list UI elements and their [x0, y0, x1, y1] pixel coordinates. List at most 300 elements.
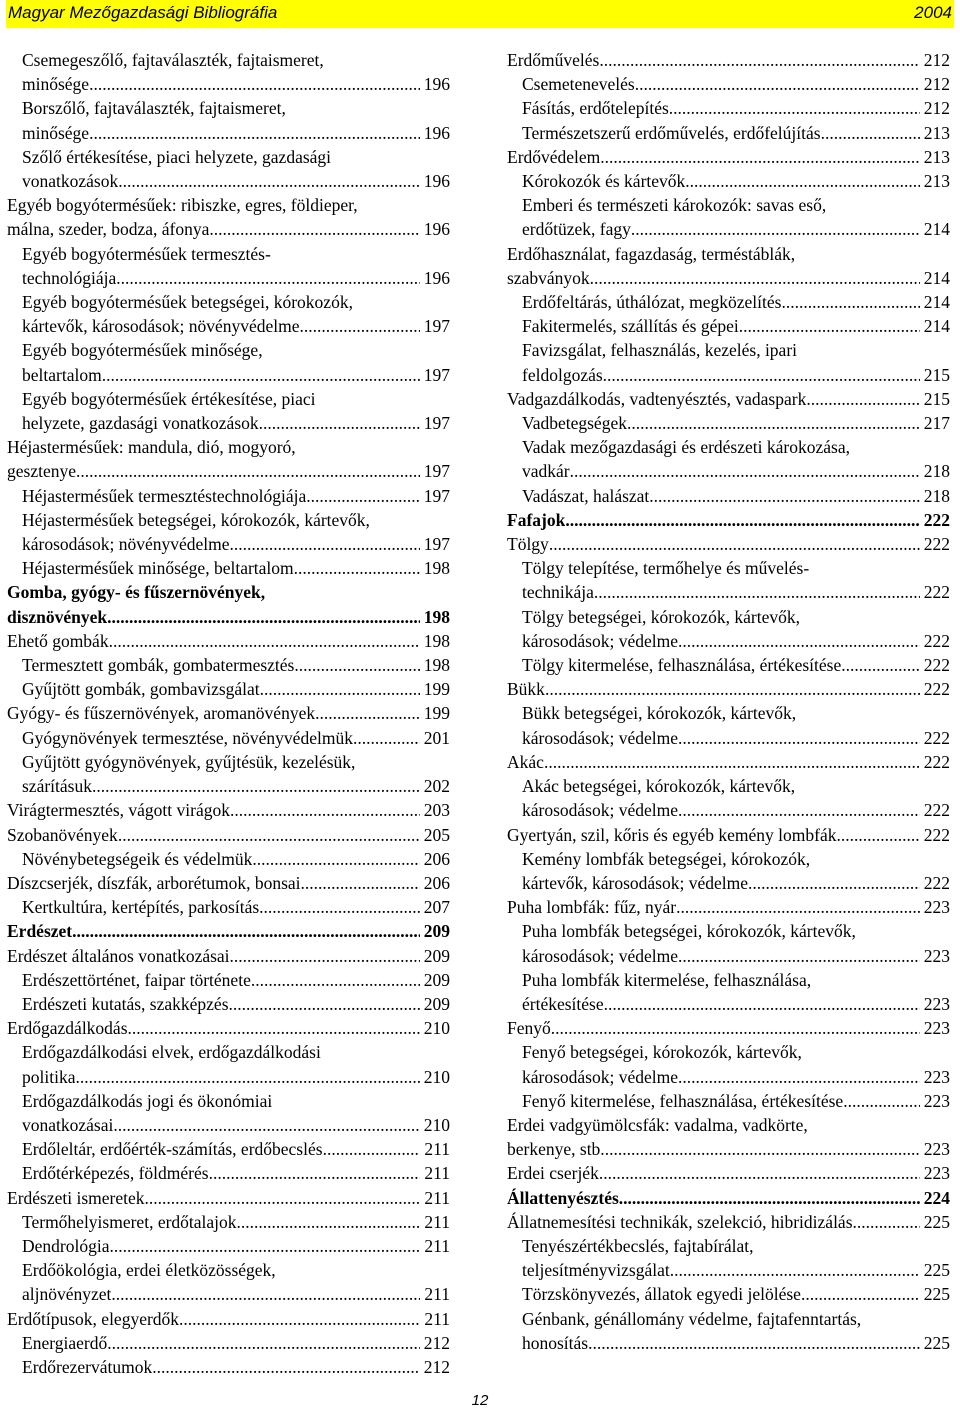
- toc-entry: [7, 944, 450, 968]
- toc-entry-title: Tölgy: [507, 534, 549, 555]
- toc-entry-page: 222: [923, 872, 950, 893]
- toc-entry-last-line: [522, 629, 950, 653]
- dot-leader: [748, 871, 920, 895]
- toc-entry-text-line: Egyéb bogyótermésűek termesztés-: [22, 243, 271, 264]
- toc-entry: [7, 556, 450, 580]
- toc-entry-title: károsodások; védelme: [522, 945, 678, 966]
- toc-entry: [507, 72, 950, 96]
- dot-leader: [599, 1161, 920, 1185]
- toc-entry-page: 211: [424, 1235, 450, 1256]
- toc-entry-last-line: [7, 823, 450, 847]
- toc-entry-text-line: Tölgy telepítése, termőhelye és művelés-: [522, 558, 810, 579]
- toc-entry-last-line: [22, 1355, 450, 1379]
- toc-entry-title: szabványok: [507, 267, 590, 288]
- dot-leader: [145, 1186, 421, 1210]
- toc-entry-last-line: [522, 1282, 950, 1306]
- toc-entry-last-line: [22, 266, 450, 290]
- toc-entry-title: Bükk: [507, 679, 545, 700]
- toc-entry-page: 212: [923, 74, 950, 95]
- toc-entry-title: Energiaerdő: [22, 1332, 108, 1353]
- toc-entry-last-line: [22, 774, 450, 798]
- toc-entry-page: 209: [423, 921, 450, 942]
- toc-entry-page: 223: [923, 945, 950, 966]
- toc-entry-page: 222: [923, 751, 950, 772]
- dot-leader: [230, 798, 420, 822]
- toc-entry-page: 197: [423, 461, 450, 482]
- toc-entry-title: Erdészettörténet, faipar története: [22, 969, 251, 990]
- toc-entry-last-line: [22, 1234, 450, 1258]
- dot-leader: [353, 726, 420, 750]
- toc-entry-page: 196: [423, 122, 450, 143]
- toc-entry: [7, 338, 450, 386]
- toc-entry-title: károsodások; védelme: [522, 630, 678, 651]
- toc-entry-title: károsodások; védelme: [522, 800, 678, 821]
- toc-entry: [7, 1210, 450, 1234]
- toc-entry-page: 197: [423, 413, 450, 434]
- toc-entry-last-line: [507, 677, 950, 701]
- toc-entry-text-line: Szőlő értékesítése, piaci helyzete, gazdasági: [22, 146, 332, 167]
- toc-entry-last-line: [22, 1137, 450, 1161]
- dot-leader: [605, 1137, 920, 1161]
- toc-entry: [507, 701, 950, 749]
- dot-leader: [627, 411, 920, 435]
- toc-entry: [507, 556, 950, 604]
- toc-entry-last-line: [522, 459, 950, 483]
- dot-leader: [109, 629, 420, 653]
- toc-entry: [7, 750, 450, 798]
- page-number: 12: [471, 1392, 489, 1409]
- toc-entry-page: 214: [923, 316, 950, 337]
- toc-entry: [7, 653, 450, 677]
- toc-entry-page: 225: [923, 1332, 950, 1353]
- toc-entry-last-line: [507, 1016, 950, 1040]
- toc-entry-title: Gyógy- és fűszernövények, aromanövények: [7, 703, 316, 724]
- toc-entry-title: Szobanövények: [7, 824, 118, 845]
- toc-entry-title: Erdészeti kutatás, szakképzés: [22, 993, 229, 1014]
- toc-entry-page: 196: [423, 171, 450, 192]
- dot-leader: [570, 459, 920, 483]
- toc-entry-last-line: [7, 1186, 450, 1210]
- toc-entry-title: Gyógynövények termesztése, növényvédelmük: [22, 727, 353, 748]
- toc-entry-title: kártevők, károsodások; növényvédelme: [22, 316, 300, 337]
- toc-entry-page: 222: [923, 800, 950, 821]
- toc-entry-page: 222: [923, 824, 950, 845]
- dot-leader: [670, 1258, 920, 1282]
- toc-entry-last-line: [22, 847, 450, 871]
- toc-entry-title: Törzskönyvezés, állatok egyedi jelölése: [522, 1284, 801, 1305]
- toc-entry-page: 213: [923, 146, 950, 167]
- dot-leader: [72, 919, 420, 943]
- toc-entry-page: 223: [923, 1090, 950, 1111]
- toc-entry-page: 198: [423, 655, 450, 676]
- dot-leader: [229, 992, 420, 1016]
- dot-leader: [260, 677, 420, 701]
- toc-entry-text-line: Héjastermésűek: mandula, dió, mogyoró,: [7, 437, 296, 458]
- toc-entry-title: Fenyő: [507, 1018, 551, 1039]
- toc-entry-last-line: [507, 48, 950, 72]
- toc-entry-last-line: [7, 798, 450, 822]
- toc-entry: [7, 677, 450, 701]
- dot-leader: [545, 677, 920, 701]
- toc-entry-last-line: [22, 653, 450, 677]
- toc-entry: [7, 1161, 450, 1185]
- toc-entry-title: károsodások; védelme: [522, 727, 678, 748]
- toc-entry: [507, 121, 950, 145]
- dot-leader: [315, 701, 420, 725]
- toc-entry-title: Erdőrezervátumok: [22, 1356, 153, 1377]
- running-header: [6, 0, 954, 28]
- toc-entry: [7, 1331, 450, 1355]
- toc-entry-last-line: [22, 895, 450, 919]
- toc-entry-title: Kertkultúra, kertépítés, parkosítás: [22, 897, 260, 918]
- toc-entry-page: 223: [923, 1018, 950, 1039]
- toc-entry-page: 212: [923, 98, 950, 119]
- toc-entry-last-line: [507, 750, 950, 774]
- toc-entry: [507, 1186, 950, 1210]
- toc-entry-page: 197: [423, 534, 450, 555]
- toc-entry-text-line: Kemény lombfák betegségei, kórokozók,: [522, 848, 811, 869]
- toc-entry-last-line: [7, 217, 450, 241]
- toc-entry: [7, 387, 450, 435]
- toc-entry: [507, 1040, 950, 1088]
- toc-entry-page: 212: [423, 1356, 450, 1377]
- toc-entry: [7, 290, 450, 338]
- toc-entry-last-line: [22, 72, 450, 96]
- toc-entry-title: feldolgozás: [522, 364, 603, 385]
- toc-entry-text-line: Emberi és természeti károkozók: savas eső,: [522, 195, 827, 216]
- toc-entry-page: 222: [923, 727, 950, 748]
- toc-entry-last-line: [22, 556, 450, 580]
- toc-entry-title: berkenye, stb.: [507, 1139, 605, 1160]
- toc-entry-title: Vadbetegségek: [522, 413, 627, 434]
- toc-entry-page: 222: [923, 655, 950, 676]
- toc-entry: [7, 1234, 450, 1258]
- dot-leader: [549, 532, 920, 556]
- toc-entry: [507, 823, 950, 847]
- toc-entry-last-line: [522, 290, 950, 314]
- toc-entry: [507, 435, 950, 483]
- toc-entry-page: 212: [423, 1332, 450, 1353]
- toc-entry-last-line: [7, 605, 450, 629]
- toc-entry-page: 225: [923, 1211, 950, 1232]
- toc-entry: [507, 1307, 950, 1355]
- toc-entry-last-line: [22, 726, 450, 750]
- toc-entry-last-line: [522, 1331, 950, 1355]
- toc-entry-last-line: [22, 314, 450, 338]
- dot-leader: [853, 1210, 920, 1234]
- dot-leader: [118, 169, 420, 193]
- dot-leader: [821, 121, 920, 145]
- toc-entry-title: Állatnemesítési technikák, szelekció, hibridizálás: [507, 1211, 853, 1232]
- toc-entry-last-line: [507, 266, 950, 290]
- toc-entry-page: 209: [423, 969, 450, 990]
- toc-entry-last-line: [22, 1161, 450, 1185]
- toc-entry-text-line: Erdőgazdálkodási elvek, erdőgazdálkodási: [22, 1042, 321, 1063]
- toc-entry-title: Erdészet: [7, 921, 73, 942]
- toc-entry: [507, 411, 950, 435]
- toc-entry-text-line: Génbank, génállomány védelme, fajtafenntartás,: [522, 1308, 862, 1329]
- toc-entry: [507, 290, 950, 314]
- toc-entry: [507, 1113, 950, 1161]
- toc-entry-title: értékesítése: [522, 993, 604, 1014]
- toc-entry: [7, 1137, 450, 1161]
- toc-entry-title: beltartalom: [22, 364, 102, 385]
- dot-leader: [843, 1089, 920, 1113]
- toc-entry: [507, 387, 950, 411]
- toc-entry-title: Gyűjtött gombák, gombavizsgálat: [22, 679, 260, 700]
- toc-entry-page: 211: [424, 1139, 450, 1160]
- dot-leader: [739, 314, 920, 338]
- dot-leader: [230, 532, 420, 556]
- toc-entry-text-line: Egyéb bogyótermésűek minősége,: [22, 340, 263, 361]
- dot-leader: [237, 1210, 421, 1234]
- dot-leader: [781, 290, 919, 314]
- toc-entry-page: 202: [423, 776, 450, 797]
- toc-entry-last-line: [507, 508, 950, 532]
- dot-leader: [635, 72, 920, 96]
- toc-entry-last-line: [22, 121, 450, 145]
- toc-entry-last-line: [522, 726, 950, 750]
- toc-entry: [507, 968, 950, 1016]
- toc-entry-title: Erdőfeltárás, úthálózat, megközelítés: [522, 292, 782, 313]
- publication-title: Magyar Mezőgazdasági Bibliográfia: [8, 3, 278, 22]
- dot-leader: [841, 653, 920, 677]
- dot-leader: [259, 411, 420, 435]
- toc-entry: [507, 508, 950, 532]
- dot-leader: [801, 1282, 920, 1306]
- toc-entry-last-line: [22, 1065, 450, 1089]
- toc-entry-title: Tölgy kitermelése, felhasználása, értékesítése: [522, 655, 842, 676]
- dot-leader: [179, 1307, 420, 1331]
- dot-leader: [603, 363, 920, 387]
- dot-leader: [76, 459, 420, 483]
- toc-entry-page: 224: [923, 1187, 950, 1208]
- dot-leader: [678, 944, 920, 968]
- dot-leader: [678, 629, 920, 653]
- toc-entry: [507, 774, 950, 822]
- toc-entry-text-line: Bükk betegségei, kórokozók, kártevők,: [522, 703, 797, 724]
- dot-leader: [551, 1016, 920, 1040]
- toc-entry: [7, 629, 450, 653]
- toc-entry: [507, 48, 950, 72]
- toc-entry-text-line: Erdőhasználat, fagazdaság, terméstáblák,: [507, 243, 796, 264]
- toc-entry-text-line: Favizsgálat, felhasználás, kezelés, ipari: [522, 340, 798, 361]
- toc-entry-last-line: [522, 1089, 950, 1113]
- dot-leader: [604, 992, 920, 1016]
- toc-entry-title: vonatkozások: [22, 171, 119, 192]
- toc-entry-last-line: [22, 484, 450, 508]
- dot-leader: [252, 847, 419, 871]
- toc-entry-title: Fakitermelés, szállítás és gépei: [522, 316, 739, 337]
- toc-entry-title: erdőtüzek, fagy: [522, 219, 631, 240]
- toc-entry-page: 223: [923, 993, 950, 1014]
- toc-entry-title: Díszcserjék, díszfák, arborétumok, bonsai: [7, 872, 301, 893]
- toc-entry-page: 201: [423, 727, 450, 748]
- toc-entry-page: 217: [923, 413, 950, 434]
- dot-leader: [590, 266, 920, 290]
- dot-leader: [152, 1355, 420, 1379]
- dot-leader: [92, 774, 420, 798]
- toc-entry-last-line: [522, 580, 950, 604]
- toc-entry-title: disznövények: [7, 606, 108, 627]
- toc-entry-text-line: Puha lombfák kitermelése, felhasználása,: [522, 969, 812, 990]
- toc-entry: [7, 895, 450, 919]
- toc-column-right: [507, 48, 950, 1355]
- dot-leader: [599, 48, 919, 72]
- toc-entry-page: 223: [923, 1139, 950, 1160]
- toc-entry: [507, 1016, 950, 1040]
- toc-entry-text-line: Egyéb bogyótermésűek betegségei, kórokozók,: [22, 292, 353, 313]
- toc-entry-title: kártevők, károsodások; védelme: [522, 872, 748, 893]
- dot-leader: [294, 653, 419, 677]
- dot-leader: [111, 1282, 420, 1306]
- toc-entry-page: 197: [423, 364, 450, 385]
- toc-entry-last-line: [7, 944, 450, 968]
- toc-entry-last-line: [522, 314, 950, 338]
- toc-entry: [507, 1210, 950, 1234]
- toc-entry-text-line: Puha lombfák betegségei, kórokozók, kártevők,: [522, 921, 856, 942]
- toc-entry: [507, 338, 950, 386]
- toc-entry-last-line: [507, 532, 950, 556]
- toc-entry-title: vonatkozásai: [22, 1114, 114, 1135]
- toc-entry: [507, 314, 950, 338]
- toc-entry-title: Vadgazdálkodás, vadtenyésztés, vadaspark: [507, 388, 807, 409]
- toc-entry: [7, 580, 450, 628]
- toc-entry-page: 196: [423, 74, 450, 95]
- toc-entry-last-line: [522, 72, 950, 96]
- toc-entry-title: aljnövényzet: [22, 1284, 112, 1305]
- toc-entry-page: 215: [923, 388, 950, 409]
- toc-entry-title: politika: [22, 1066, 76, 1087]
- toc-entry-page: 218: [923, 485, 950, 506]
- toc-entry-text-line: Borszőlő, fajtaválaszték, fajtaismeret,: [22, 98, 286, 119]
- toc-entry-title: Termőhelyismeret, erdőtalajok: [22, 1211, 237, 1232]
- toc-entry-title: technológiája: [22, 267, 117, 288]
- toc-entry-page: 198: [423, 606, 450, 627]
- toc-entry-page: 212: [923, 50, 950, 70]
- toc-entry-last-line: [22, 532, 450, 556]
- toc-entry-page: 214: [923, 219, 950, 240]
- toc-entry-text-line: Csemegeszőlő, fajtaválaszték, fajtaismeret,: [22, 50, 324, 70]
- dot-leader: [685, 169, 919, 193]
- toc-entry-page: 222: [923, 509, 950, 530]
- toc-entry-page: 206: [423, 872, 450, 893]
- toc-entry-last-line: [7, 1307, 450, 1331]
- toc-column-left: [7, 48, 450, 1379]
- toc-entry-title: minősége: [22, 122, 90, 143]
- dot-leader: [209, 217, 419, 241]
- toc-entry-last-line: [507, 145, 950, 169]
- toc-entry: [507, 605, 950, 653]
- dot-leader: [75, 1065, 419, 1089]
- toc-entry-title: Erdei cserjék: [507, 1163, 599, 1184]
- toc-entry: [507, 1161, 950, 1185]
- toc-entry-last-line: [22, 411, 450, 435]
- toc-entry-last-line: [522, 1065, 950, 1089]
- toc-entry-page: 206: [423, 848, 450, 869]
- toc-entry-page: 222: [923, 630, 950, 651]
- dot-leader: [619, 1186, 920, 1210]
- toc-entry-page: 210: [423, 1114, 450, 1135]
- dot-leader: [544, 750, 920, 774]
- toc-entry-title: Dendrológia: [22, 1235, 110, 1256]
- toc-entry-page: 223: [923, 1163, 950, 1184]
- dot-leader: [594, 580, 920, 604]
- toc-entry-last-line: [522, 653, 950, 677]
- toc-entry-page: 210: [423, 1018, 450, 1039]
- toc-entry: [7, 242, 450, 290]
- toc-entry: [507, 1089, 950, 1113]
- toc-entry-last-line: [522, 798, 950, 822]
- toc-entry-last-line: [22, 1113, 450, 1137]
- toc-entry: [507, 750, 950, 774]
- toc-entry-page: 222: [923, 679, 950, 700]
- dot-leader: [251, 968, 420, 992]
- toc-entry-title: minősége: [22, 74, 90, 95]
- toc-entry: [7, 96, 450, 144]
- toc-entry-title: Virágtermesztés, vágott virágok: [7, 800, 230, 821]
- toc-entry-page: 210: [423, 1066, 450, 1087]
- toc-entry-title: Csemetenevelés: [522, 74, 635, 95]
- toc-entry-page: 215: [923, 364, 950, 385]
- dot-leader: [669, 96, 920, 120]
- toc-entry: [507, 96, 950, 120]
- dot-leader: [230, 944, 420, 968]
- dot-leader: [113, 1113, 419, 1137]
- toc-entry: [7, 726, 450, 750]
- toc-entry-last-line: [507, 1137, 950, 1161]
- toc-entry: [507, 484, 950, 508]
- toc-entry-page: 198: [423, 558, 450, 579]
- toc-entry: [7, 48, 450, 96]
- dot-leader: [323, 1137, 421, 1161]
- dot-leader: [89, 72, 420, 96]
- dot-leader: [89, 121, 420, 145]
- toc-entry: [7, 1016, 450, 1040]
- dot-leader: [678, 1065, 920, 1089]
- toc-entry-page: 213: [923, 171, 950, 192]
- toc-entry-page: 196: [423, 219, 450, 240]
- publication-year: 2004: [914, 3, 952, 22]
- dot-leader: [300, 314, 420, 338]
- toc-entry-last-line: [507, 895, 950, 919]
- dot-leader: [600, 145, 919, 169]
- dot-leader: [678, 798, 920, 822]
- toc-entry-title: Állattenyésztés: [507, 1187, 619, 1208]
- toc-entry-last-line: [7, 629, 450, 653]
- toc-entry-page: 213: [923, 122, 950, 143]
- toc-entry: [7, 145, 450, 193]
- toc-entry: [7, 1186, 450, 1210]
- toc-entry-title: Puha lombfák: fűz, nyár: [507, 897, 677, 918]
- toc-entry-page: 222: [923, 534, 950, 555]
- dot-leader: [631, 217, 920, 241]
- toc-entry-text-line: Tenyészértékbecslés, fajtabírálat,: [522, 1235, 754, 1256]
- toc-entry-page: 207: [423, 897, 450, 918]
- toc-entry-title: Erdőtípusok, elegyerdők: [7, 1308, 180, 1329]
- toc-entry: [7, 798, 450, 822]
- toc-entry-last-line: [522, 944, 950, 968]
- toc-entry-title: Fásítás, erdőtelepítés: [522, 98, 669, 119]
- toc-entry-title: Héjastermésűek termesztéstechnológiája: [22, 485, 307, 506]
- toc-entry-last-line: [522, 992, 950, 1016]
- dot-leader: [588, 1331, 920, 1355]
- dot-leader: [102, 363, 420, 387]
- toc-entry-title: gesztenye: [7, 461, 76, 482]
- toc-entry-text-line: Akác betegségei, kórokozók, kártevők,: [522, 776, 796, 797]
- dot-leader: [837, 823, 920, 847]
- toc-entry-text-line: Fenyő betegségei, kórokozók, kártevők,: [522, 1042, 802, 1063]
